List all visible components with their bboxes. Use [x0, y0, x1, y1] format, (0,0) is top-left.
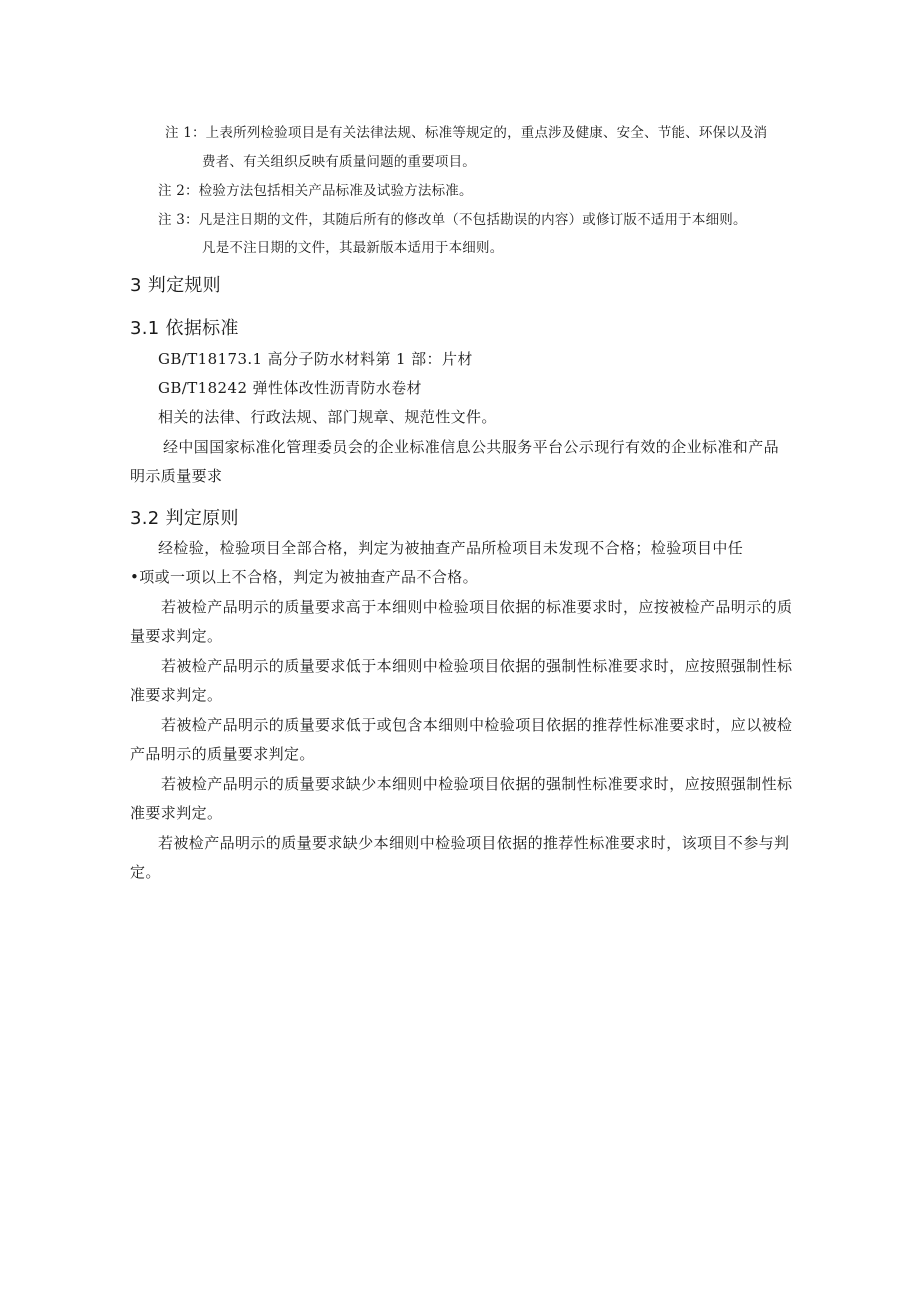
regulations-text: 相关的法律、行政法规、部门规章、规范性文件。	[158, 408, 497, 426]
principle-1-line-2: •项或一项以上不合格，判定为被抽查产品不合格。	[130, 568, 479, 586]
principle-4-line-2: 产品明示的质量要求判定。	[130, 745, 315, 763]
note-3-line-1: 注 3：凡是注日期的文件，其随后所有的修改单（不包括勘误的内容）或修订版不适用于本细则。	[158, 212, 747, 228]
section-3-heading: 3 判定规则	[130, 275, 221, 296]
note-2: 注 2：检验方法包括相关产品标准及试验方法标准。	[158, 183, 473, 199]
enterprise-standard-line-2: 明示质量要求	[130, 467, 223, 485]
principle-3-line-1: 若被检产品明示的质量要求低于本细则中检验项目依据的强制性标准要求时，应按照强制性标	[161, 657, 793, 675]
principle-6-line-1: 若被检产品明示的质量要求缺少本细则中检验项目依据的推荐性标准要求时，该项目不参与判	[158, 834, 790, 852]
principle-5-line-1: 若被检产品明示的质量要求缺少本细则中检验项目依据的强制性标准要求时，应按照强制性标	[161, 775, 793, 793]
section-3-2-heading: 3.2 判定原则	[130, 508, 239, 529]
principle-6-line-2: 定。	[130, 863, 161, 881]
section-3-1-heading: 3.1 依据标准	[130, 318, 239, 339]
principle-2-line-1: 若被检产品明示的质量要求高于本细则中检验项目依据的标准要求时，应按被检产品明示的质	[161, 598, 793, 616]
principle-5-line-2: 准要求判定。	[130, 804, 223, 822]
principle-2-line-2: 量要求判定。	[130, 627, 223, 645]
enterprise-standard-line-1: 经中国国家标准化管理委员会的企业标准信息公共服务平台公示现行有效的企业标准和产品	[163, 438, 780, 456]
standard-gb-t18242: GB/T18242 弹性体改性沥青防水卷材	[158, 379, 422, 397]
principle-1-line-1: 经检验，检验项目全部合格，判定为被抽查产品所检项目未发现不合格；检验项目中任	[158, 539, 744, 557]
principle-4-line-1: 若被检产品明示的质量要求低于或包含本细则中检验项目依据的推荐性标准要求时，应以被检	[161, 716, 793, 734]
note-1-line-1: 注 1：上表所列检验项目是有关法律法规、标准等规定的，重点涉及健康、安全、节能、环保以及消	[165, 125, 768, 141]
standard-gb-t18173-1: GB/T18173.1 高分子防水材料第 1 部：片材	[158, 350, 473, 368]
note-3-line-2: 凡是不注日期的文件，其最新版本适用于本细则。	[202, 240, 504, 256]
principle-3-line-2: 准要求判定。	[130, 686, 223, 704]
note-1-line-2: 费者、有关组织反映有质量问题的重要项目。	[202, 154, 476, 170]
